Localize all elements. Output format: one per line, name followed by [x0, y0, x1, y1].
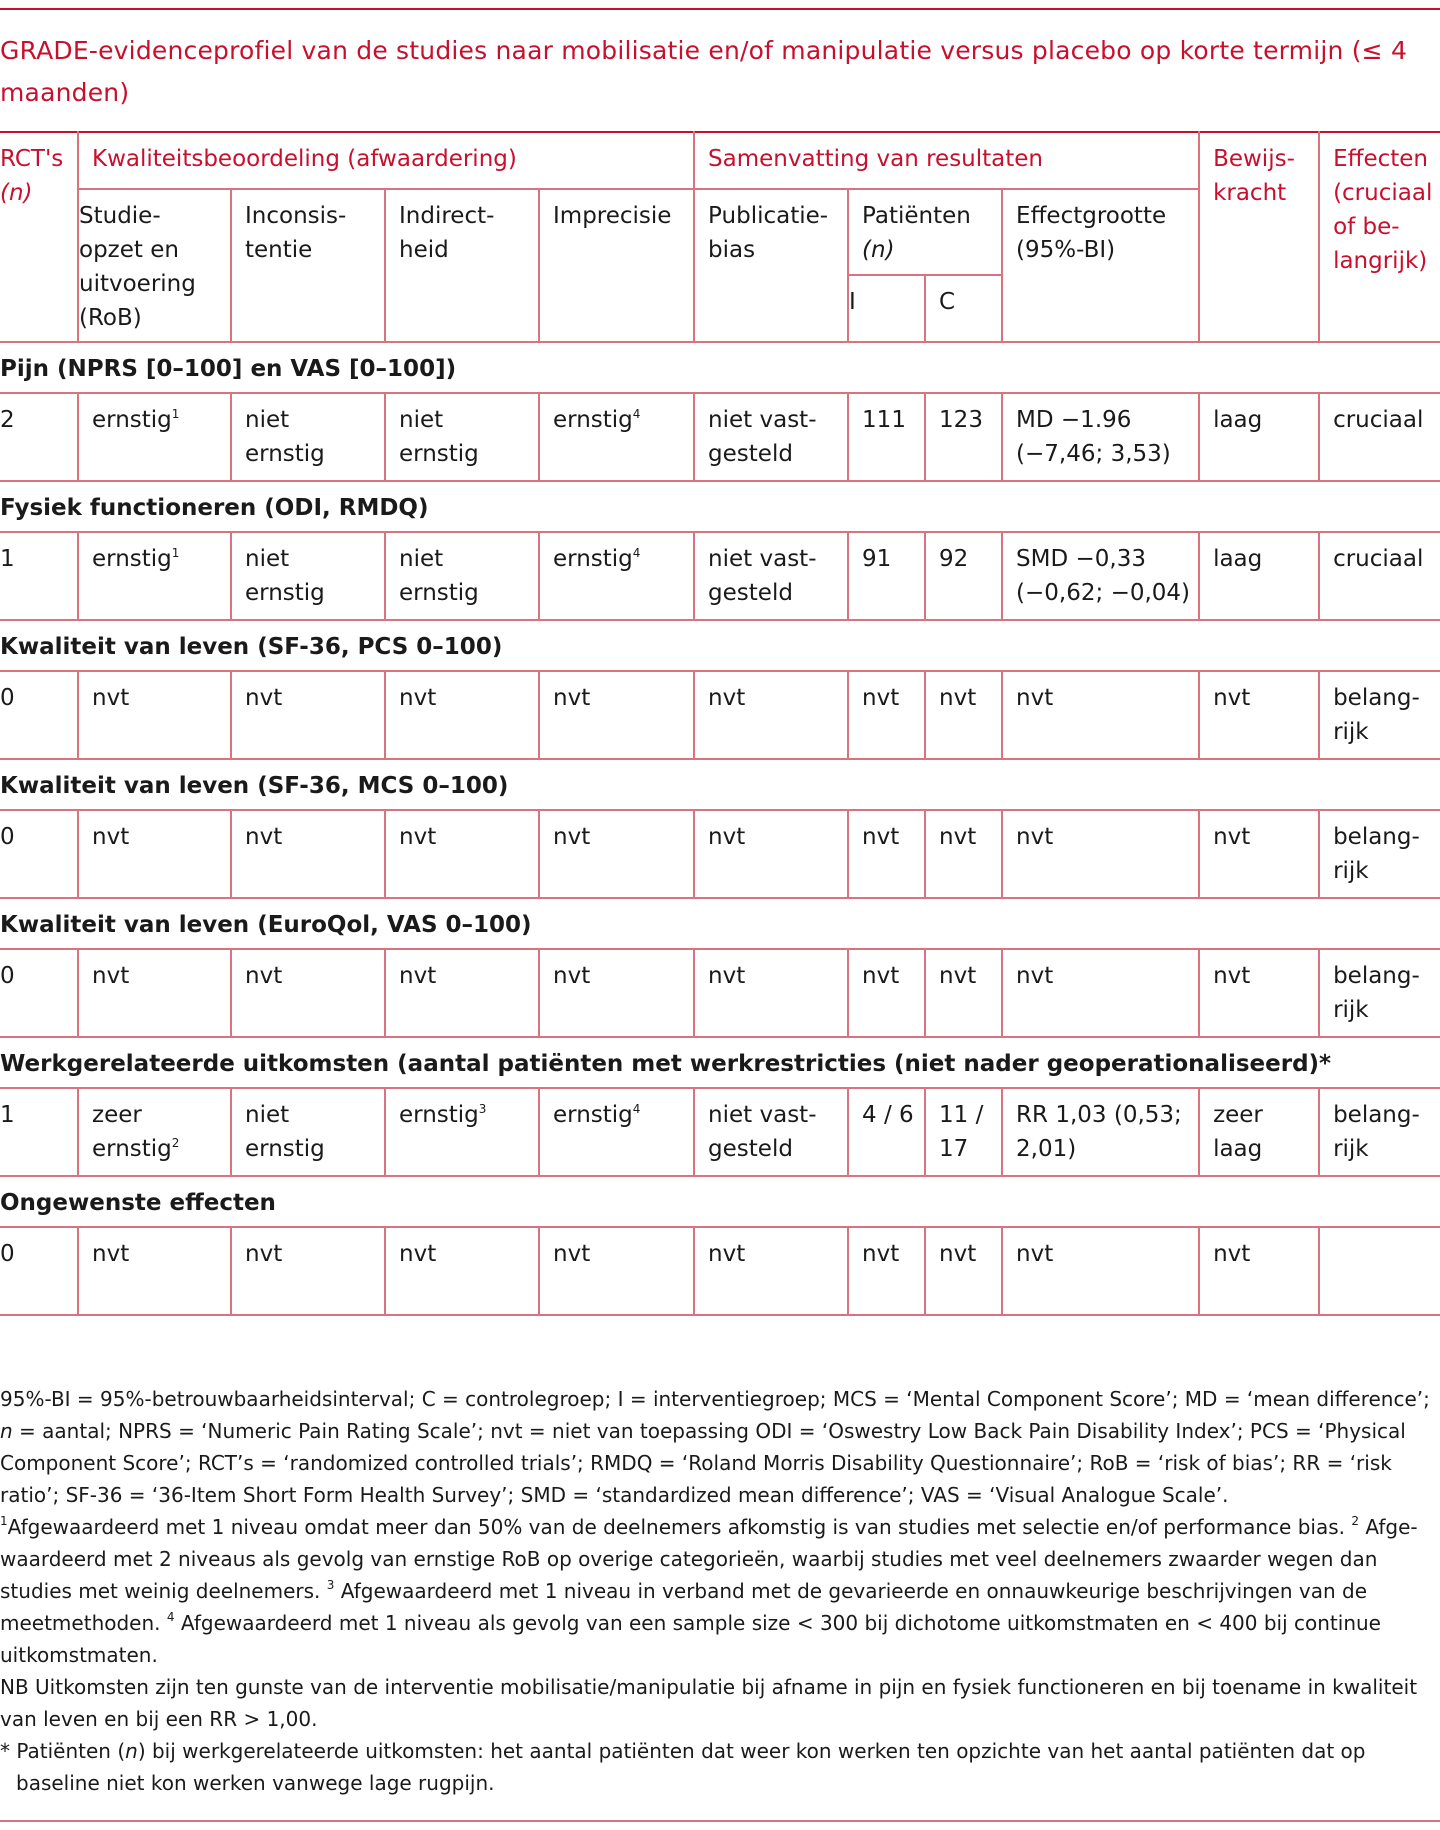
cell-rob: ernstig$^1$ [78, 393, 231, 481]
header-control: C [925, 275, 1002, 342]
cell-inconsistency: nvt [231, 671, 385, 759]
cell-i: 91 [848, 532, 925, 620]
cell-n: 1 [0, 532, 78, 620]
cell-inconsistency: niet ernstig [231, 532, 385, 620]
cell-c: 92 [925, 532, 1002, 620]
section-title: Werkgerelateerde uitkomsten (aantal patiënten met werkrestricties (niet nader geoperationaliseerd)* [0, 1037, 1440, 1088]
cell-n: 1 [0, 1088, 78, 1176]
cell-strength: laag [1199, 532, 1319, 620]
cell-effect: MD −1.96 (−7,46; 3,53) [1002, 393, 1199, 481]
section-row [0, 898, 1440, 949]
header-quality: Kwaliteitsbeoordeling (afwaardering) [78, 132, 694, 189]
cell-inconsistency: nvt [231, 810, 385, 898]
section-title: Kwaliteit van leven (SF-36, PCS 0–100) [0, 620, 1440, 671]
table-row [0, 1227, 1440, 1315]
cell-imprecision: nvt [539, 1227, 694, 1315]
cell-effect: nvt [1002, 810, 1199, 898]
cell-importance: cruciaal [1319, 532, 1440, 620]
section-title: Kwaliteit van leven (EuroQol, VAS 0–100) [0, 898, 1440, 949]
section-row [0, 481, 1440, 532]
table-row [0, 532, 1440, 620]
table-row [0, 949, 1440, 1037]
cell-i: nvt [848, 671, 925, 759]
section-row [0, 1037, 1440, 1088]
grade-evidence-table [0, 131, 1440, 1316]
header-inconsistency: Inconsis-tentie [231, 189, 385, 342]
cell-c: nvt [925, 1227, 1002, 1315]
table-title: GRADE-evidenceprofiel van de studies naar mobilisatie en/of manipulatie versus placebo op korte termijn (≤ 4 maanden) [0, 36, 1408, 107]
footnotes: $^1$Afgewaardeerd met 1 niveau omdat meer dan 50% van de deelnemers afkomstig is van studies met selectie en/of performance bias. $^2$ Afge-waardeerd met 2 niveaus als gevolg van ernstige RoB op overige categorieën, waarbij studies met veel deelnemers zwaarder wegen dan studies met weinig deelnemers. $^3$ Afgewaardeerd met 1 niveau in verband met de gevarieerde en onnauwkeurige beschrijvingen van de meetmethoden. $^4$ Afgewaardeerd met 1 niveau als gevolg van een sample size < 300 bij dichotome uitkomstmaten en < 400 bij continue uitkomstmaten. [0, 1514, 1418, 1667]
cell-i: nvt [848, 1227, 925, 1315]
table-row [0, 810, 1440, 898]
section-row [0, 1176, 1440, 1227]
cell-i: nvt [848, 949, 925, 1037]
cell-indirectness: nvt [385, 1227, 539, 1315]
cell-indirectness: niet ernstig [385, 393, 539, 481]
cell-c: nvt [925, 810, 1002, 898]
asterisk-note: * Patiënten (n) bij werkgerelateerde uitkomsten: het aantal patiënten dat weer kon werken ten opzichte van het aantal patiënten dat op baseline niet kon werken vanwege lage rugpijn. [0, 1739, 1366, 1795]
cell-strength: nvt [1199, 949, 1319, 1037]
nb-note: NB Uitkomsten zijn ten gunste van de interventie mobilisatie/manipulatie bij afname in pijn en fysiek functioneren en bij toename in kwaliteit van leven en bij een RR > 1,00. [0, 1675, 1418, 1731]
cell-imprecision: ernstig$^4$ [539, 532, 694, 620]
cell-publication-bias: niet vast-gesteld [694, 393, 848, 481]
cell-importance [1319, 1227, 1440, 1315]
cell-importance: cruciaal [1319, 393, 1440, 481]
top-rule [0, 8, 1440, 10]
cell-imprecision: ernstig$^4$ [539, 393, 694, 481]
cell-effect: nvt [1002, 949, 1199, 1037]
cell-indirectness: nvt [385, 671, 539, 759]
cell-n: 2 [0, 393, 78, 481]
cell-inconsistency: niet ernstig [231, 393, 385, 481]
cell-importance: belang-rijk [1319, 949, 1440, 1037]
header-indirectness: Indirect-heid [385, 189, 539, 342]
cell-effect: RR 1,03 (0,53; 2,01) [1002, 1088, 1199, 1176]
section-row [0, 759, 1440, 810]
cell-imprecision: nvt [539, 949, 694, 1037]
cell-rob: zeer ernstig$^2$ [78, 1088, 231, 1176]
bottom-rule [0, 1820, 1440, 1822]
cell-rob: nvt [78, 1227, 231, 1315]
header-design: Studie-opzet en uitvoering (RoB) [78, 189, 231, 342]
table-notes [0, 1383, 1440, 1799]
abbreviations-note: 95%-BI = 95%-betrouwbaarheidsinterval; C = controlegroep; I = interventiegroep; MCS = ‘Mental Component Score’; MD = ‘mean difference’; n = aantal; NPRS = ‘Numeric Pain Rating Scale’; nvt = niet van toepassing ODI = ‘Oswestry Low Back Pain Disability Index’; PCS = ‘Physical Component Score’; RCT’s = ‘randomized controlled trials’; RMDQ = ‘Roland Morris Disability Questionnaire’; RoB = ‘risk of bias’; RR = ‘risk ratio’; SF-36 = ‘36-Item Short Form Health Survey’; SMD = ‘standardized mean difference’; VAS = ‘Visual Analogue Scale’. [0, 1387, 1430, 1507]
section-row [0, 620, 1440, 671]
cell-rob: ernstig$^1$ [78, 532, 231, 620]
cell-strength: nvt [1199, 810, 1319, 898]
cell-importance: belang-rijk [1319, 810, 1440, 898]
cell-strength: nvt [1199, 671, 1319, 759]
cell-publication-bias: niet vast-gesteld [694, 532, 848, 620]
cell-indirectness: niet ernstig [385, 532, 539, 620]
table-row [0, 671, 1440, 759]
cell-i: nvt [848, 810, 925, 898]
section-title: Fysiek functioneren (ODI, RMDQ) [0, 481, 1440, 532]
cell-n: 0 [0, 1227, 78, 1315]
cell-importance: belang-rijk [1319, 671, 1440, 759]
header-imprecision: Imprecisie [539, 189, 694, 342]
cell-n: 0 [0, 671, 78, 759]
table-row [0, 393, 1440, 481]
cell-strength: zeer laag [1199, 1088, 1319, 1176]
section-title: Pijn (NPRS [0–100] en VAS [0–100]) [0, 342, 1440, 393]
cell-i: 4 / 6 [848, 1088, 925, 1176]
header-row-1 [0, 132, 1440, 189]
header-effect-size: Effectgrootte (95%-BI) [1002, 189, 1199, 342]
header-rcts: RCT's (n) [0, 132, 78, 342]
cell-rob: nvt [78, 949, 231, 1037]
cell-effect: nvt [1002, 671, 1199, 759]
cell-n: 0 [0, 810, 78, 898]
cell-inconsistency: nvt [231, 949, 385, 1037]
cell-publication-bias: nvt [694, 810, 848, 898]
cell-strength: nvt [1199, 1227, 1319, 1315]
cell-indirectness: ernstig$^3$ [385, 1088, 539, 1176]
header-patients: Patiënten (n) [848, 189, 1002, 275]
table-row [0, 1088, 1440, 1176]
cell-indirectness: nvt [385, 810, 539, 898]
cell-rob: nvt [78, 810, 231, 898]
cell-rob: nvt [78, 671, 231, 759]
section-row [0, 342, 1440, 393]
cell-inconsistency: niet ernstig [231, 1088, 385, 1176]
cell-publication-bias: nvt [694, 949, 848, 1037]
cell-strength: laag [1199, 393, 1319, 481]
cell-imprecision: nvt [539, 671, 694, 759]
cell-effect: nvt [1002, 1227, 1199, 1315]
cell-publication-bias: nvt [694, 671, 848, 759]
header-summary: Samenvatting van resultaten [694, 132, 1199, 189]
cell-indirectness: nvt [385, 949, 539, 1037]
cell-c: nvt [925, 671, 1002, 759]
cell-publication-bias: nvt [694, 1227, 848, 1315]
cell-publication-bias: niet vast-gesteld [694, 1088, 848, 1176]
section-title: Ongewenste effecten [0, 1176, 1440, 1227]
cell-imprecision: ernstig$^4$ [539, 1088, 694, 1176]
cell-i: 111 [848, 393, 925, 481]
header-effects: Effecten (cruciaal of be-langrijk) [1319, 132, 1440, 342]
cell-effect: SMD −0,33 (−0,62; −0,04) [1002, 532, 1199, 620]
cell-c: nvt [925, 949, 1002, 1037]
cell-c: 11 / 17 [925, 1088, 1002, 1176]
section-title: Kwaliteit van leven (SF-36, MCS 0–100) [0, 759, 1440, 810]
header-publication-bias: Publicatie-bias [694, 189, 848, 342]
cell-inconsistency: nvt [231, 1227, 385, 1315]
cell-imprecision: nvt [539, 810, 694, 898]
header-strength: Bewijs-kracht [1199, 132, 1319, 342]
cell-c: 123 [925, 393, 1002, 481]
cell-importance: belang-rijk [1319, 1088, 1440, 1176]
cell-n: 0 [0, 949, 78, 1037]
header-intervention: I [848, 275, 925, 342]
